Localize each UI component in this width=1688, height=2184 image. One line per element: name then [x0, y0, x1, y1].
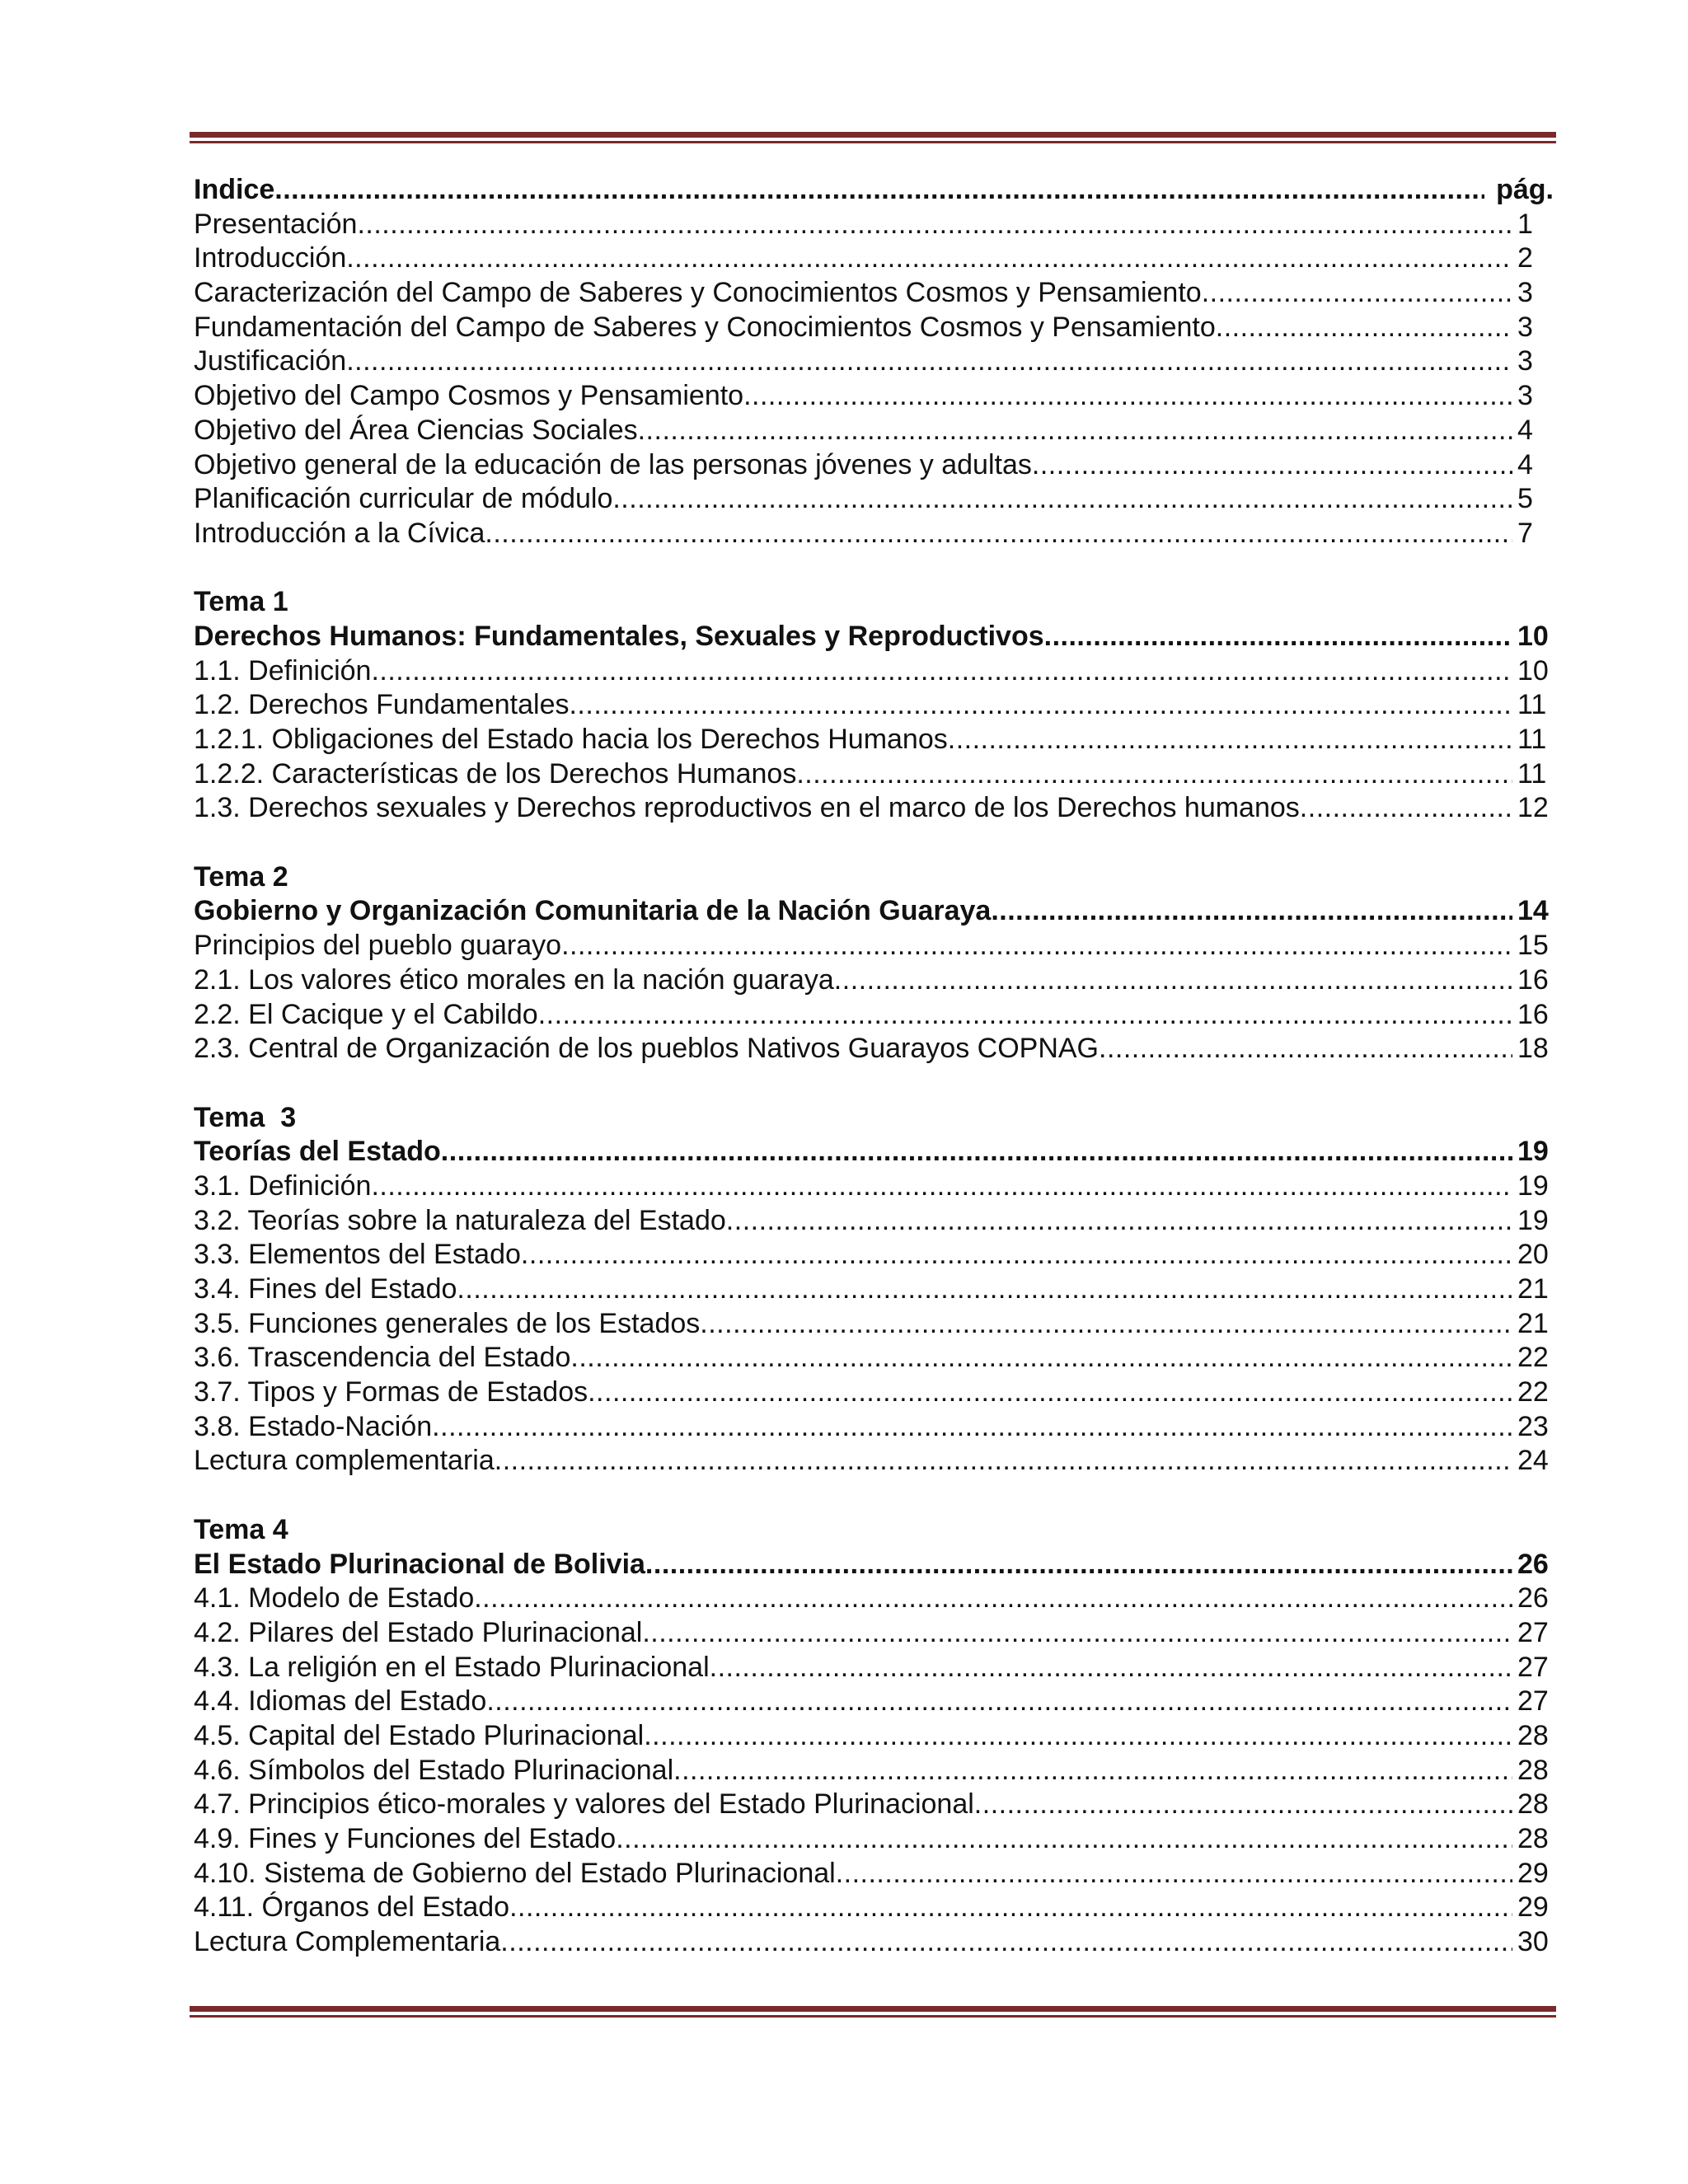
- entry-title: 3.3. Elementos del Estado: [194, 1239, 521, 1271]
- toc-entry[interactable]: [194, 1616, 1554, 1651]
- dot-leader: [474, 1582, 1512, 1616]
- entry-title: 4.9. Fines y Funciones del Estado: [194, 1823, 617, 1854]
- entry-page: 21: [1517, 1307, 1549, 1339]
- toc-entry[interactable]: [194, 379, 1554, 414]
- page-label: pág.: [1496, 174, 1554, 205]
- dot-leader: [726, 1204, 1512, 1239]
- tema-label-text: Tema 1: [194, 586, 288, 618]
- dot-leader: [588, 1376, 1512, 1410]
- dot-leader: [612, 482, 1512, 517]
- entry-page: 4: [1517, 448, 1533, 480]
- entry-title: Fundamentación del Campo de Saberes y Conocimientos Cosmos y Pensamiento: [194, 311, 1216, 343]
- toc-entry[interactable]: [194, 1582, 1554, 1616]
- entry-title: 1.2. Derechos Fundamentales: [194, 689, 570, 721]
- entry-title: 3.2. Teorías sobre la naturaleza del Estado: [194, 1204, 726, 1236]
- toc-entry[interactable]: [194, 1857, 1554, 1891]
- toc-entry[interactable]: [194, 1719, 1554, 1754]
- entry-title: Lectura complementaria: [194, 1445, 495, 1477]
- toc-entry[interactable]: [194, 311, 1554, 345]
- entry-title: Teorías del Estado: [194, 1136, 441, 1168]
- entry-page: 16: [1517, 998, 1549, 1030]
- dot-leader: [1099, 1032, 1512, 1066]
- entry-page: 30: [1517, 1926, 1549, 1958]
- header-rule: [190, 132, 1556, 143]
- entry-page: 19: [1517, 1136, 1549, 1168]
- entry-page: 29: [1517, 1891, 1549, 1924]
- entry-title: 1.2.1. Obligaciones del Estado hacia los Derechos Humanos: [194, 724, 948, 755]
- entry-title: 4.10. Sistema de Gobierno del Estado Plurinacional: [194, 1857, 836, 1889]
- section-spacer: [194, 551, 1554, 586]
- dot-leader: [495, 1444, 1512, 1479]
- toc-entry[interactable]: [194, 1032, 1554, 1066]
- entry-page: 22: [1517, 1376, 1549, 1408]
- entry-page: 28: [1517, 1719, 1549, 1751]
- entry-page: 20: [1517, 1239, 1549, 1271]
- toc-entry[interactable]: [194, 344, 1554, 379]
- entry-title: 3.1. Definición: [194, 1169, 372, 1202]
- dot-leader: [1300, 791, 1512, 826]
- dot-leader: [710, 1651, 1512, 1685]
- tema-label: [194, 1513, 1554, 1548]
- entry-title: Principios del pueblo guarayo: [194, 930, 562, 962]
- entry-title: 4.11. Órganos del Estado: [194, 1891, 510, 1924]
- entry-page: 7: [1517, 517, 1533, 549]
- dot-leader: [357, 208, 1512, 242]
- dot-leader: [274, 173, 1484, 208]
- entry-title: 4.1. Modelo de Estado: [194, 1582, 475, 1615]
- entry-title: 3.7. Tipos y Formas de Estados: [194, 1376, 588, 1408]
- toc-entry[interactable]: [194, 414, 1554, 448]
- entry-title: 3.8. Estado-Nación: [194, 1410, 433, 1442]
- toc-entry[interactable]: [194, 1307, 1554, 1342]
- entry-page: 19: [1517, 1204, 1549, 1236]
- entry-title: 4.4. Idiomas del Estado: [194, 1685, 487, 1718]
- entry-page: 28: [1517, 1823, 1549, 1854]
- entry-page: 3: [1517, 380, 1533, 412]
- entry-title: 4.7. Principios ético-morales y valores del Estado Plurinacional: [194, 1788, 974, 1821]
- dot-leader: [616, 1822, 1512, 1857]
- dot-leader: [346, 344, 1512, 379]
- entry-title: 3.4. Fines del Estado: [194, 1273, 457, 1305]
- toc-entry[interactable]: [194, 1444, 1554, 1479]
- toc-entry[interactable]: [194, 757, 1554, 792]
- entry-title: Introducción: [194, 242, 347, 274]
- entry-page: 15: [1517, 930, 1549, 962]
- dot-leader: [486, 1685, 1512, 1719]
- entry-title: Justificación: [194, 345, 347, 377]
- toc-entry[interactable]: [194, 963, 1554, 998]
- toc-entry[interactable]: [194, 998, 1554, 1033]
- dot-leader: [834, 963, 1512, 998]
- entry-title: Objetivo general de la educación de las personas jóvenes y adultas: [194, 448, 1032, 480]
- entry-page: 27: [1517, 1651, 1549, 1683]
- toc-entry[interactable]: [194, 1410, 1554, 1445]
- entry-page: 26: [1517, 1582, 1549, 1615]
- entry-title: 2.3. Central de Organización de los pueblos Nativos Guarayos COPNAG: [194, 1033, 1099, 1065]
- dot-leader: [1202, 276, 1512, 311]
- dot-leader: [371, 654, 1512, 689]
- entry-title: Lectura Complementaria: [194, 1926, 501, 1958]
- toc-entry[interactable]: [194, 1169, 1554, 1204]
- dot-leader: [485, 517, 1512, 551]
- toc-entry[interactable]: [194, 276, 1554, 311]
- toc-entry[interactable]: [194, 517, 1554, 551]
- toc-entry[interactable]: [194, 208, 1554, 242]
- entry-title: 3.6. Trascendencia del Estado: [194, 1342, 571, 1374]
- entry-title: 3.5. Funciones generales de los Estados: [194, 1307, 701, 1339]
- dot-leader: [700, 1307, 1512, 1342]
- toc-entry[interactable]: [194, 1754, 1554, 1788]
- dot-leader: [974, 1788, 1512, 1822]
- entry-title: Gobierno y Organización Comunitaria de la Nación Guaraya: [194, 895, 992, 927]
- toc-entry[interactable]: [194, 1685, 1554, 1719]
- index-entries: [194, 208, 1554, 551]
- dot-leader: [642, 1616, 1512, 1651]
- toc-entry[interactable]: [194, 1925, 1554, 1960]
- dot-leader: [538, 998, 1512, 1033]
- entry-page: 29: [1517, 1857, 1549, 1889]
- dot-leader: [521, 1238, 1512, 1272]
- entry-title: Objetivo del Área Ciencias Sociales: [194, 414, 638, 446]
- dot-leader: [509, 1891, 1512, 1925]
- dot-leader: [645, 1548, 1512, 1582]
- toc-entry[interactable]: [194, 688, 1554, 723]
- tema-title[interactable]: [194, 894, 1554, 929]
- entry-page: 21: [1517, 1273, 1549, 1305]
- dot-leader: [569, 688, 1512, 723]
- toc-entry[interactable]: [194, 1651, 1554, 1685]
- dot-leader: [836, 1857, 1512, 1891]
- entry-title: 4.2. Pilares del Estado Plurinacional: [194, 1616, 643, 1648]
- dot-leader: [1216, 311, 1512, 345]
- table-of-contents: [194, 173, 1554, 1960]
- entry-title: 2.2. El Cacique y el Cabildo: [194, 998, 538, 1030]
- entry-page: 10: [1517, 620, 1549, 652]
- entry-page: 19: [1517, 1169, 1549, 1202]
- toc-entry[interactable]: [194, 482, 1554, 517]
- toc-entry[interactable]: [194, 241, 1554, 276]
- entry-page: 11: [1517, 689, 1547, 721]
- entry-page: 3: [1517, 345, 1533, 377]
- dot-leader: [644, 1719, 1512, 1754]
- tema-label-text: Tema 4: [194, 1513, 288, 1545]
- toc-entry[interactable]: [194, 448, 1554, 483]
- section-spacer: [194, 1066, 1554, 1101]
- index-heading: [194, 173, 1554, 208]
- toc-entry[interactable]: [194, 1891, 1554, 1925]
- toc-entry[interactable]: [194, 1376, 1554, 1410]
- entry-title: Objetivo del Campo Cosmos y Pensamiento: [194, 380, 744, 412]
- dot-leader: [948, 723, 1512, 757]
- dot-leader: [457, 1272, 1512, 1307]
- entry-title: Planificación curricular de módulo: [194, 483, 613, 515]
- entry-title: Introducción a la Cívica: [194, 517, 485, 549]
- entry-title: 1.1. Definición: [194, 654, 372, 687]
- dot-leader: [441, 1135, 1512, 1169]
- tema-label-text: Tema 2: [194, 860, 288, 893]
- temas: [194, 551, 1554, 1960]
- entry-page: 3: [1517, 311, 1533, 343]
- dot-leader: [500, 1925, 1512, 1960]
- entry-page: 10: [1517, 654, 1549, 687]
- dot-leader: [346, 241, 1512, 276]
- toc-entry[interactable]: [194, 654, 1554, 689]
- index-title: Indice: [194, 174, 275, 205]
- entry-page: 27: [1517, 1616, 1549, 1648]
- entry-page: 12: [1517, 792, 1549, 824]
- dot-leader: [673, 1754, 1512, 1788]
- entry-title: Caracterización del Campo de Saberes y Conocimientos Cosmos y Pensamiento: [194, 277, 1202, 309]
- toc-entry[interactable]: [194, 791, 1554, 826]
- entry-page: 11: [1517, 724, 1547, 755]
- entry-title: 4.5. Capital del Estado Plurinacional: [194, 1719, 645, 1751]
- tema-label: [194, 1101, 1554, 1136]
- dot-leader: [796, 757, 1512, 792]
- section-spacer: [194, 826, 1554, 860]
- entry-page: 11: [1517, 757, 1547, 790]
- entry-title: 1.2.2. Características de los Derechos Humanos: [194, 757, 797, 790]
- entry-page: 22: [1517, 1342, 1549, 1374]
- entry-title: 2.1. Los valores ético morales en la nación guaraya: [194, 963, 834, 996]
- dot-leader: [638, 414, 1512, 448]
- toc-entry[interactable]: [194, 1788, 1554, 1822]
- dot-leader: [991, 894, 1512, 929]
- dot-leader: [432, 1410, 1512, 1445]
- dot-leader: [570, 1341, 1512, 1376]
- toc-entry[interactable]: [194, 1822, 1554, 1857]
- entry-page: 27: [1517, 1685, 1549, 1718]
- toc-entry[interactable]: [194, 1272, 1554, 1307]
- entry-title: 4.6. Símbolos del Estado Plurinacional: [194, 1754, 674, 1786]
- tema-label: [194, 585, 1554, 620]
- dot-leader: [1044, 620, 1512, 654]
- dot-leader: [1032, 448, 1512, 483]
- tema-title[interactable]: [194, 1135, 1554, 1169]
- entry-page: 26: [1517, 1548, 1549, 1580]
- dot-leader: [371, 1169, 1512, 1204]
- entry-title: Derechos Humanos: Fundamentales, Sexuales y Reproductivos: [194, 620, 1044, 652]
- entry-page: 5: [1517, 483, 1533, 515]
- toc-entry[interactable]: [194, 723, 1554, 757]
- toc-entry[interactable]: [194, 929, 1554, 963]
- section-spacer: [194, 1479, 1554, 1513]
- entry-page: 1: [1517, 208, 1533, 240]
- entry-page: 2: [1517, 242, 1533, 274]
- dot-leader: [743, 379, 1512, 414]
- entry-title: El Estado Plurinacional de Bolivia: [194, 1548, 645, 1580]
- entry-page: 28: [1517, 1788, 1549, 1821]
- dot-leader: [561, 929, 1512, 963]
- entry-page: 14: [1517, 895, 1549, 927]
- entry-page: 28: [1517, 1754, 1549, 1786]
- entry-page: 16: [1517, 963, 1549, 996]
- tema-label-text: Tema 3: [194, 1101, 297, 1133]
- toc-entry[interactable]: [194, 1238, 1554, 1272]
- toc-entry[interactable]: [194, 1341, 1554, 1376]
- toc-entry[interactable]: [194, 1204, 1554, 1239]
- entry-page: 4: [1517, 414, 1533, 446]
- footer-rule: [190, 2006, 1556, 2018]
- entry-title: Presentación: [194, 208, 358, 240]
- tema-label: [194, 860, 1554, 895]
- entry-title: 4.3. La religión en el Estado Plurinacional: [194, 1651, 710, 1683]
- entry-page: 18: [1517, 1033, 1549, 1065]
- tema-title[interactable]: [194, 1548, 1554, 1582]
- tema-title[interactable]: [194, 620, 1554, 654]
- entry-page: 23: [1517, 1410, 1549, 1442]
- entry-page: 3: [1517, 277, 1533, 309]
- entry-title: 1.3. Derechos sexuales y Derechos reproductivos en el marco de los Derechos humanos: [194, 792, 1300, 824]
- entry-page: 24: [1517, 1445, 1549, 1477]
